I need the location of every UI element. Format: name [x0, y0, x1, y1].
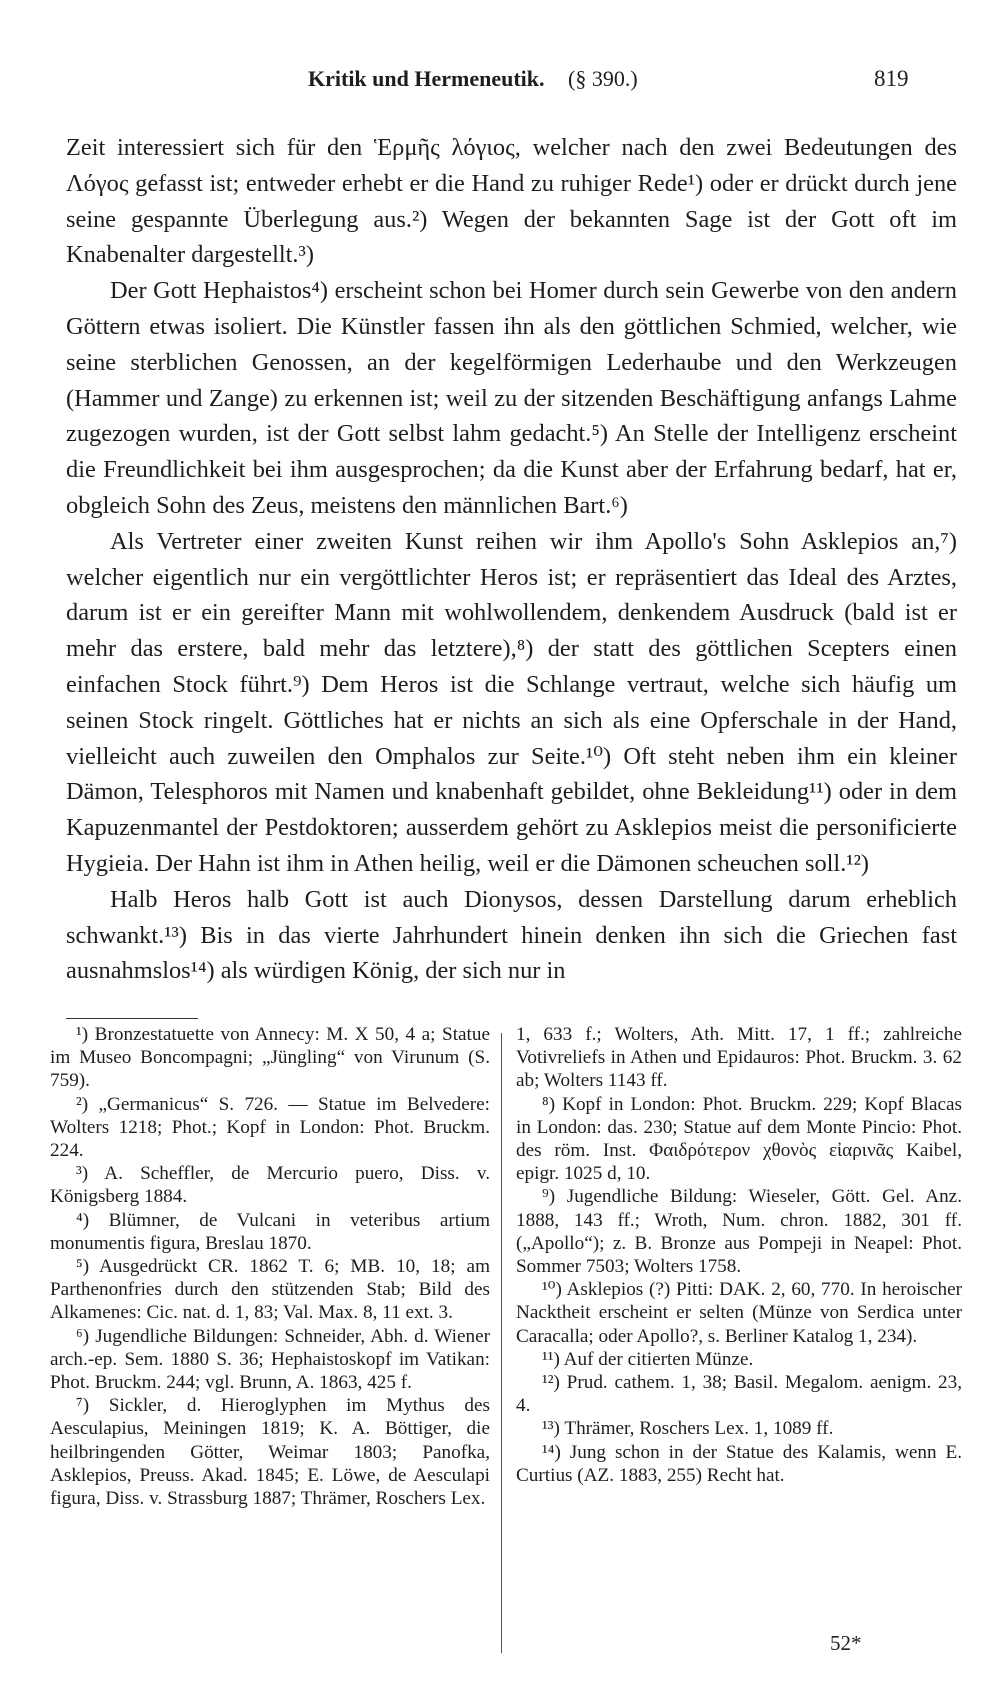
footnote: ⁷) Sickler, d. Hieroglyphen im Mythus des Aesculapius, Meiningen 1819; K. A. Böttiger, die heilbringenden Götter, Weimar 1803; Panofka, Asklepios, Preuss. Akad. 1845; E. Löwe, de Aesculapi figura, Diss. v. Strassburg 1887; Thrämer, Roschers Lex.	[50, 1395, 490, 1510]
paragraph: Als Vertreter einer zweiten Kunst reihen wir ihm Apollo's Sohn Asklepios an,⁷) welcher eigentlich nur ein vergöttlichter Heros ist; er repräsentiert das Ideal des Arztes, darum ist er ein gereifter Mann mit wohlwollendem, denkendem Ausdruck (bald ist er mehr das erstere, bald mehr das letztere),⁸) der statt des göttlichen Scepters einen einfachen Stock führt.⁹) Dem Heros ist die Schlange vertraut, welche sich häufig um seinen Stock ringelt. Göttliches hat er nichts an sich als eine Opferschale in der Hand, vielleicht auch zuweilen den Omphalos zur Seite.¹⁰) Oft steht neben ihm ein kleiner Dämon, Telesphoros mit Namen und knabenhaft gebildet, ohne Bekleidung¹¹) oder in dem Kapuzenmantel der Pestdoktoren; ausserdem gehört zu Asklepios meist die personificierte Hygieia. Der Hahn ist ihm in Athen heilig, weil er die Dämonen scheuchen soll.¹²)	[66, 527, 957, 877]
footnote-rule	[66, 1018, 198, 1019]
signature-mark: 52*	[830, 1631, 862, 1655]
footnote: ¹²) Prud. cathem. 1, 38; Basil. Megalom. aenigm. 23, 4.	[516, 1372, 962, 1417]
footnote: ¹¹) Auf der citierten Münze.	[542, 1348, 754, 1370]
footnote: ⁸) Kopf in London: Phot. Bruckm. 229; Kopf Blacas in London: das. 230; Statue auf dem Monte Pincio: Phot. des röm. Inst. Φαιδρότερον χθονὸς εἰαρινᾶς Kaibel, epigr. 1025 d, 10.	[516, 1093, 962, 1185]
footnote: ⁶) Jugendliche Bildungen: Schneider, Abh. d. Wiener arch.-ep. Sem. 1880 S. 36; Hephaistoskopf im Vatikan: Phot. Bruckm. 244; vgl. Brunn, A. 1863, 425 f.	[50, 1325, 490, 1394]
running-head-title: Kritik und Hermeneutik.	[308, 66, 545, 91]
running-head	[0, 66, 1000, 98]
footnote: ⁵) Ausgedrückt CR. 1862 T. 6; MB. 10, 18; am Parthenonfries durch den stützenden Stab; Bild des Alkamenes: Cic. nat. d. 1, 83; Val. Max. 8, 11 ext. 3.	[50, 1256, 490, 1324]
footnotes-right-column	[516, 1023, 962, 1487]
footnote: ¹⁰) Asklepios (?) Pitti: DAK. 2, 60, 770. In heroischer Nacktheit erscheint er selten (Münze von Serdica unter Caracalla; oder Apollo?, s. Berliner Katalog 1, 234).	[516, 1279, 962, 1347]
footnote: ⁴) Blümner, de Vulcani in veteribus artium monumentis figura, Breslau 1870.	[50, 1209, 490, 1254]
paragraph: Halb Heros halb Gott ist auch Dionysos, dessen Darstellung darum erheblich schwankt.¹³) Bis in das vierte Jahrhundert hinein denken ihn sich die Griechen fast ausnahmslos¹⁴) als würdigen König, der sich nur in	[66, 885, 957, 985]
footnote-continuation: 1, 633 f.; Wolters, Ath. Mitt. 17, 1 ff.; zahlreiche Votivreliefs in Athen und Epidauros: Phot. Bruckm. 3. 62 ab; Wolters 1143 ff.	[516, 1024, 962, 1092]
footnote: ¹³) Thrämer, Roschers Lex. 1, 1089 ff.	[542, 1418, 834, 1440]
footnote: ¹) Bronzestatuette von Annecy: M. X 50, 4 a; Statue im Museo Boncompagni; „Jüngling“ von Virunum (S. 759).	[50, 1024, 490, 1092]
main-text	[66, 130, 957, 989]
paragraph: Zeit interessiert sich für den Ἑρμῆς λόγιος, welcher nach den zwei Bedeutungen des Λόγος gefasst ist; entweder erhebt er die Hand zu ruhiger Rede¹) oder er drückt durch jene seine gespannte Überlegung aus.²) Wegen der bekannten Sage ist der Gott oft im Knabenalter dargestellt.³)	[66, 134, 957, 269]
running-head-section: (§ 390.)	[568, 66, 638, 91]
footnote: ⁹) Jugendliche Bildung: Wieseler, Gött. Gel. Anz. 1888, 143 ff.; Wroth, Num. chron. 1882, 301 ff. („Apollo“); z. B. Bronze aus Pompeji in Neapel: Phot. Sommer 7503; Wolters 1758.	[516, 1186, 962, 1278]
footnotes-left-column	[50, 1023, 490, 1510]
footnote-column-divider	[501, 1033, 502, 1653]
page-number: 819	[874, 66, 909, 91]
footnote: ²) „Germanicus“ S. 726. — Statue im Belvedere: Wolters 1218; Phot.; Kopf in London: Phot. Bruckm. 224.	[50, 1093, 490, 1162]
paragraph: Der Gott Hephaistos⁴) erscheint schon bei Homer durch sein Gewerbe von den andern Göttern etwas isoliert. Die Künstler fassen ihn als den göttlichen Schmied, welcher, wie seine sterblichen Genossen, an der kegelförmigen Lederhaube und den Werkzeugen (Hammer und Zange) zu erkennen ist; weil zu der sitzenden Beschäftigung anfangs Lahme zugezogen wurden, ist der Gott selbst lahm gedacht.⁵) An Stelle der Intelligenz erscheint die Freundlichkeit bei ihm ausgesprochen; da die Kunst aber der Erfahrung bedarf, hat er, obgleich Sohn des Zeus, meistens den männlichen Bart.⁶)	[66, 277, 957, 519]
footnote: ¹⁴) Jung schon in der Statue des Kalamis, wenn E. Curtius (AZ. 1883, 255) Recht hat.	[516, 1441, 962, 1486]
footnote: ³) A. Scheffler, de Mercurio puero, Diss. v. Königsberg 1884.	[50, 1163, 490, 1208]
